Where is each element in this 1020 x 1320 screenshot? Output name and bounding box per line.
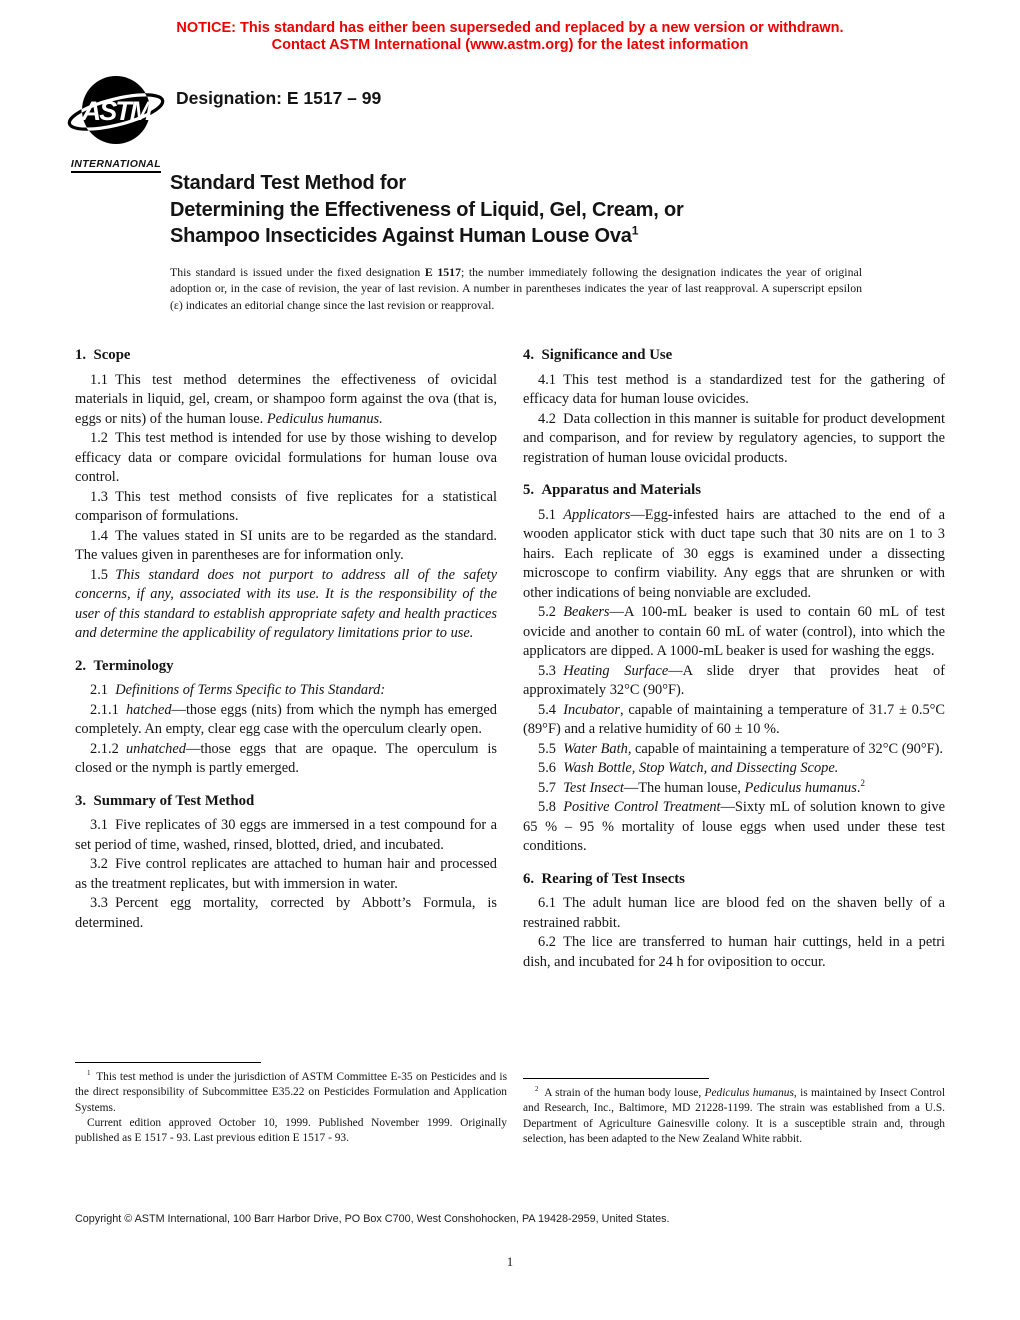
notice-banner <box>0 20 1020 54</box>
footnote-rule-left <box>75 1062 261 1063</box>
para-5-3: 5.3 Heating Surface—A slide dryer that provides heat of approximately 32°C (90°F). <box>523 662 945 698</box>
para-4-1: 4.1 This test method is a standardized test for the gathering of efficacy data for human louse ovicides. <box>523 371 945 407</box>
para-6-2: 6.2 The lice are transferred to human hair cuttings, held in a petri dish, and incubated for 24 h for oviposition to occur. <box>523 934 945 970</box>
para-1-5: 1.5 This standard does not purport to address all of the safety concerns, if any, associated with its use. It is the responsibility of the user of this standard to establish appropriate safety and health practices and determine the applicability of regulatory limitations prior to use. <box>75 566 497 641</box>
notice-line-1: NOTICE: This standard has either been superseded and replaced by a new version or withdrawn. <box>176 20 844 36</box>
para-5-8: 5.8 Positive Control Treatment—Sixty mL of solution known to give 65 % – 95 % mortality of louse eggs when used under these test conditions. <box>523 799 945 854</box>
footnote-2 <box>523 1078 945 1147</box>
page-number: 1 <box>506 1255 514 1269</box>
para-5-1: 5.1 Applicators—Egg-infested hairs are attached to the end of a wooden applicator stick with duct tape such that 30 nits are on 1 to 3 hairs. Each replicate of 30 eggs is examined under a dissecting microscope to confirm viability. Any eggs that are shrunken or with other indications of being nonviable are excluded. <box>523 506 945 601</box>
para-4-2: 4.2 Data collection in this manner is suitable for product development and comparison, and for review by regulatory agencies, to support the registration of human louse ovicidal products. <box>523 410 945 466</box>
footnote-1 <box>75 1062 507 1146</box>
title-line-3: Shampoo Insecticides Against Human Louse Ova$^1$ <box>170 223 639 247</box>
para-6-1: 6.1 The adult human lice are blood fed on the shaven belly of a restrained rabbit. <box>523 895 945 931</box>
section-2-heading: 2. Terminology <box>75 657 174 674</box>
title-line-1: Standard Test Method for <box>170 172 406 194</box>
para-2-1: 2.1 Definitions of Terms Specific to This Standard: <box>90 682 386 698</box>
title-line-2: Determining the Effectiveness of Liquid, Gel, Cream, or <box>170 198 684 221</box>
para-1-2: 1.2 This test method is intended for use by those wishing to develop efficacy data or compare ovicidal formulations for human louse ova control. <box>75 430 497 485</box>
para-2-1-2: 2.1.2 unhatched—those eggs that are opaque. The operculum is closed or the nymph is partly emerged. <box>75 740 497 776</box>
para-5-5: 5.5 Water Bath, capable of maintaining a temperature of 32°C (90°F). <box>538 740 944 757</box>
para-1-4: 1.4 The values stated in SI units are to be regarded as the standard. The values given in parentheses are for information only. <box>75 527 497 563</box>
notice-line-2: Contact ASTM International (www.astm.org) for the latest information <box>271 37 749 53</box>
footnote-1-text: $^1$ This test method is under the jurisdiction of ASTM Committee E-35 on Pesticides and is the direct responsibility of Subcommittee E35.22 on Pesticides Formulation and Application Systems. <box>75 1069 507 1114</box>
astm-logo-text: ASTM <box>81 96 151 126</box>
body-columns <box>75 346 945 972</box>
designation: Designation: E 1517 – 99 <box>176 88 382 108</box>
astm-globe-icon <box>66 70 166 154</box>
astm-logo <box>58 70 174 173</box>
para-5-7: 5.7 Test Insect—The human louse, Pediculus humanus.$^2$ <box>538 777 865 796</box>
section-4-heading: 4. Significance and Use <box>523 347 673 363</box>
para-3-1: 3.1 Five replicates of 30 eggs are immersed in a test compound for a set period of time, washed, rinsed, blotted, dried, and incubated. <box>75 817 497 853</box>
section-5-heading: 5. Apparatus and Materials <box>523 482 701 498</box>
section-6-heading: 6. Rearing of Test Insects <box>523 870 685 887</box>
footnote-1-edition: Current edition approved October 10, 1999. Published November 1999. Originally published as E 1517 - 93. Last previous edition E 1517 - 93. <box>75 1116 507 1145</box>
para-3-2: 3.2 Five control replicates are attached to human hair and processed as the treatment replicates, but with immersion in water. <box>75 856 497 892</box>
copyright-line: Copyright © ASTM International, 100 Barr Harbor Drive, PO Box C700, West Conshohocken, PA 19428-2959, United States. <box>75 1213 670 1225</box>
page-title <box>170 170 870 250</box>
section-1-heading: 1. Scope <box>75 347 131 363</box>
para-2-1-1: 2.1.1 hatched—those eggs (nits) from which the nymph has emerged completely. An empty, clear egg case with the operculum clearly open. <box>75 701 497 737</box>
astm-international-label: INTERNATIONAL <box>71 158 161 173</box>
para-5-4: 5.4 Incubator, capable of maintaining a temperature of 31.7 ± 0.5°C (89°F) and a relative humidity of 60 ± 10 %. <box>523 701 945 737</box>
footnote-rule-right <box>523 1078 709 1079</box>
column-left <box>75 346 497 972</box>
column-right <box>523 346 945 972</box>
section-3-heading: 3. Summary of Test Method <box>75 792 255 809</box>
issuance-note: This standard is issued under the fixed designation E 1517; the number immediately following the designation indicates the year of original adoption or, in the case of revision, the year of last revision. A number in parentheses indicates the year of last reapproval. A superscript epsilon (ε) indicates an editorial change since the last revision or reapproval. <box>170 265 862 312</box>
para-5-2: 5.2 Beakers—A 100-mL beaker is used to contain 60 mL of test ovicide and another to contain 60 mL of water (control), into which the applicators are dipped. A 1000-mL beaker is used for washing the eggs. <box>523 604 945 659</box>
para-3-3: 3.3 Percent egg mortality, corrected by Abbott’s Formula, is determined. <box>75 895 497 931</box>
footnote-2-text: $^2$ A strain of the human body louse, Pediculus humanus, is maintained by Insect Control and Research, Inc., Baltimore, MD 21228-1199. The strain was established from a U.S. Department of Agriculture Gainesville colony. It is a susceptible strain and, through selection, has been adapted to the New Zealand White rabbit. <box>523 1085 945 1145</box>
para-1-1: 1.1 This test method determines the effectiveness of ovicidal materials in liquid, gel, cream, or shampoo form against the ova (that is, eggs or nits) of the human louse. Pediculus humanus. <box>75 371 497 427</box>
para-5-6: 5.6 Wash Bottle, Stop Watch, and Dissecting Scope. <box>538 760 839 776</box>
para-1-3: 1.3 This test method consists of five replicates for a statistical comparison of formulations. <box>75 488 497 524</box>
